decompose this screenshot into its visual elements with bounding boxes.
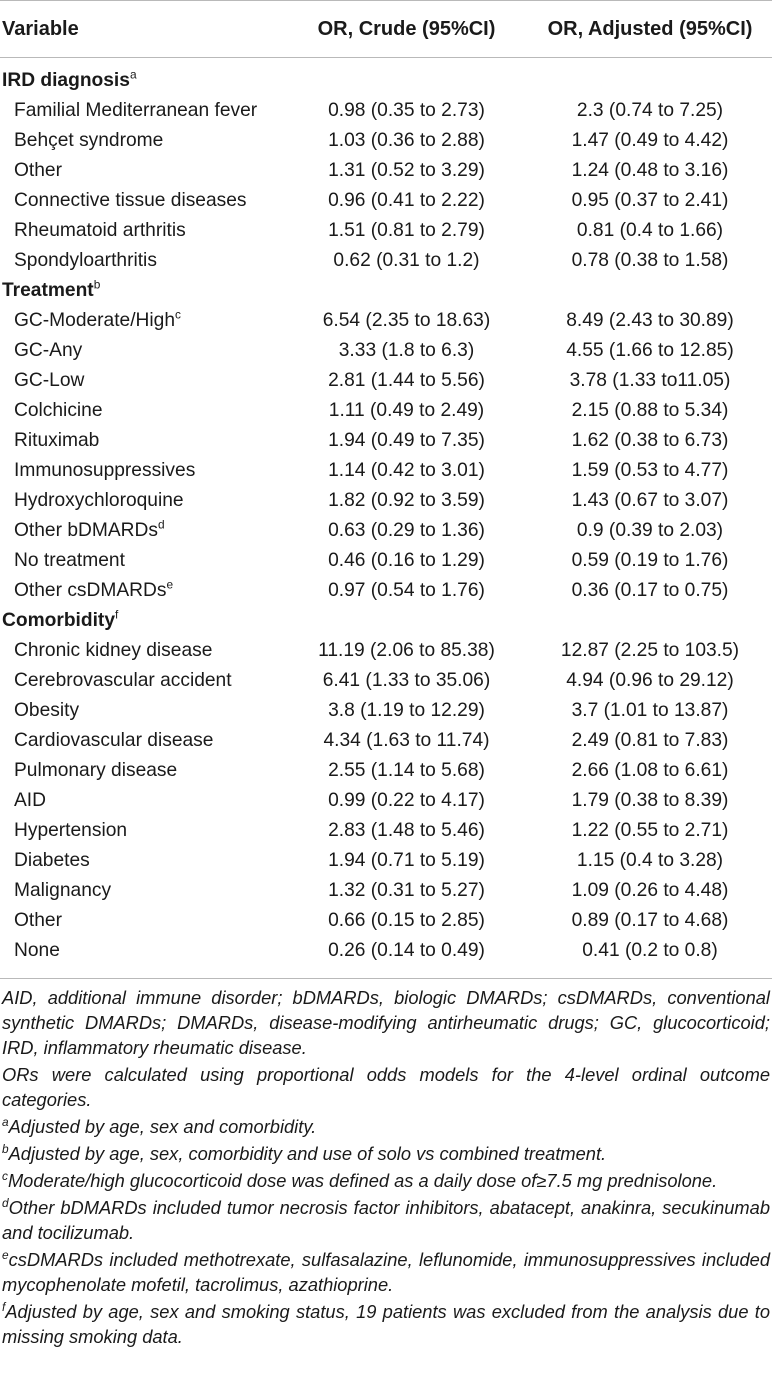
table-row: [0, 426, 772, 456]
variable-label: Other: [14, 910, 62, 931]
or-adjusted-cell: 1.62 (0.38 to 6.73): [571, 430, 729, 451]
group-footnote-mark: a: [129, 67, 137, 82]
or-adjusted-cell: 0.36 (0.17 to 0.75): [571, 580, 729, 601]
footnote-list: [2, 1114, 770, 1349]
table-row: [0, 756, 772, 786]
table-row: [0, 696, 772, 726]
footnote-text: Adjusted by age, sex and comorbidity.: [8, 1116, 317, 1137]
or-adjusted-cell: 0.9 (0.39 to 2.03): [576, 520, 724, 541]
table-header: [0, 1, 772, 58]
footnote: [2, 1299, 770, 1349]
or-adjusted-cell: 0.41 (0.2 to 0.8): [582, 940, 718, 961]
header-or-crude: OR, Crude (95%CI): [285, 1, 528, 58]
footnote-mark: b: [2, 1141, 9, 1156]
variable-label: Rheumatoid arthritis: [14, 220, 186, 241]
table-row: [0, 306, 772, 336]
or-adjusted-cell: 4.55 (1.66 to 12.85): [566, 340, 734, 361]
or-adjusted-cell: 4.94 (0.96 to 29.12): [566, 670, 734, 691]
variable-label: Immunosuppressives: [14, 460, 196, 481]
or-crude-cell: 0.99 (0.22 to 4.17): [328, 790, 485, 811]
variable-label: No treatment: [14, 550, 125, 571]
variable-label: Other bDMARDs: [14, 520, 158, 541]
or-adjusted-cell: 2.66 (1.08 to 6.61): [571, 760, 729, 781]
variable-cell: [0, 546, 285, 576]
or-crude-cell: 1.94 (0.71 to 5.19): [328, 850, 485, 871]
footnote: [2, 1114, 770, 1139]
or-crude-cell: 0.63 (0.29 to 1.36): [328, 520, 485, 541]
variable-cell: [0, 366, 285, 396]
table-row: [0, 366, 772, 396]
variable-label: Behçet syndrome: [14, 130, 164, 151]
footnote: [2, 1168, 770, 1193]
variable-label: Cardiovascular disease: [14, 730, 214, 751]
table-row: [0, 846, 772, 876]
or-adjusted-cell: 2.49 (0.81 to 7.83): [571, 730, 729, 751]
or-crude-cell: 2.81 (1.44 to 5.56): [328, 370, 485, 391]
or-crude-cell: 1.14 (0.42 to 3.01): [328, 460, 485, 481]
or-crude-cell: 4.34 (1.63 to 11.74): [323, 730, 490, 751]
group-label-cell: [0, 606, 772, 636]
footnote-mark: a: [2, 1114, 9, 1129]
or-crude-cell: 1.51 (0.81 to 2.79): [328, 220, 485, 241]
variable-label: Pulmonary disease: [14, 760, 178, 781]
or-crude-cell: 0.46 (0.16 to 1.29): [328, 550, 485, 571]
table-body: [0, 58, 772, 967]
table-row: [0, 246, 772, 276]
variable-cell: [0, 156, 285, 186]
or-adjusted-cell: 1.47 (0.49 to 4.42): [571, 130, 729, 151]
variable-label: Hypertension: [14, 820, 128, 841]
variable-label: Connective tissue diseases: [14, 190, 247, 211]
table-row: [0, 396, 772, 426]
variable-cell: [0, 756, 285, 786]
variable-cell: [0, 816, 285, 846]
or-adjusted-cell: 1.43 (0.67 to 3.07): [571, 490, 729, 511]
table-row: [0, 516, 772, 546]
variable-cell: [0, 486, 285, 516]
or-adjusted-cell: 1.15 (0.4 to 3.28): [576, 850, 724, 871]
or-crude-cell: 6.41 (1.33 to 35.06): [322, 670, 491, 691]
variable-cell: [0, 426, 285, 456]
group-label: Treatment: [2, 280, 94, 301]
variable-label: Spondyloarthritis: [14, 250, 157, 271]
variable-cell: [0, 936, 285, 966]
table-row: [0, 726, 772, 756]
footnote-text: Other bDMARDs included tumor necrosis factor inhibitors, abatacept, anakinra, secukinumab and tocilizumab.: [2, 1197, 770, 1243]
variable-label: None: [14, 940, 60, 961]
variable-label: Diabetes: [14, 850, 90, 871]
table-row: [0, 126, 772, 156]
or-crude-cell: 1.03 (0.36 to 2.88): [328, 130, 485, 151]
table-row: [0, 336, 772, 366]
or-adjusted-cell: 0.95 (0.37 to 2.41): [571, 190, 729, 211]
variable-label: GC-Moderate/High: [14, 310, 176, 331]
table-row: [0, 906, 772, 936]
variable-cell: [0, 906, 285, 936]
table-row: [0, 816, 772, 846]
or-adjusted-cell: 1.59 (0.53 to 4.77): [571, 460, 729, 481]
variable-label: Rituximab: [14, 430, 100, 451]
variable-cell: [0, 246, 285, 276]
table-row: [0, 546, 772, 576]
variable-label: Other csDMARDs: [14, 580, 167, 601]
or-crude-cell: 1.82 (0.92 to 3.59): [328, 490, 485, 511]
or-crude-cell: 0.62 (0.31 to 1.2): [333, 250, 480, 271]
abbreviations-note: AID, additional immune disorder; bDMARDs, biologic DMARDs; csDMARDs, conventional synthetic DMARDs; DMARDs, disease-modifying antirheumatic drugs; GC, glucocorticoid; IRD, inflammatory rheumatic disease.: [2, 987, 770, 1058]
variable-label: Other: [14, 160, 62, 181]
footnote-mark: c: [2, 1168, 8, 1183]
or-crude-cell: 1.94 (0.49 to 7.35): [328, 430, 485, 451]
variable-cell: [0, 396, 285, 426]
variable-footnote-mark: c: [175, 307, 181, 322]
footnote: [2, 1247, 770, 1297]
method-note: ORs were calculated using proportional odds models for the 4-level ordinal outcome categories.: [2, 1064, 770, 1110]
footnote: [2, 1195, 770, 1245]
table-row: [0, 456, 772, 486]
or-crude-cell: 2.83 (1.48 to 5.46): [328, 820, 485, 841]
footnote-text: Adjusted by age, sex, comorbidity and use of solo vs combined treatment.: [8, 1143, 607, 1164]
or-adjusted-cell: 1.09 (0.26 to 4.48): [571, 880, 729, 901]
variable-label: Malignancy: [14, 880, 112, 901]
variable-cell: [0, 726, 285, 756]
variable-label: Hydroxychloroquine: [14, 490, 184, 511]
footnote: [2, 1141, 770, 1166]
variable-cell: [0, 456, 285, 486]
or-adjusted-cell: 3.7 (1.01 to 13.87): [571, 700, 729, 721]
or-adjusted-cell: 12.87 (2.25 to 103.5): [560, 640, 740, 661]
or-crude-cell: 3.8 (1.19 to 12.29): [328, 700, 485, 721]
variable-label: GC-Any: [14, 340, 83, 361]
variable-footnote-mark: d: [157, 517, 165, 532]
or-crude-cell: 0.97 (0.54 to 1.76): [328, 580, 485, 601]
or-crude-cell: 1.11 (0.49 to 2.49): [328, 400, 485, 421]
variable-label: GC-Low: [14, 370, 85, 391]
group-label-cell: [0, 58, 772, 97]
group-footnote-mark: f: [115, 607, 119, 622]
footnote-text: Moderate/high glucocorticoid dose was defined as a daily dose of≥7.5 mg prednisolone.: [7, 1170, 718, 1191]
group-row: [0, 606, 772, 636]
or-adjusted-cell: 2.3 (0.74 to 7.25): [576, 100, 724, 121]
variable-cell: [0, 126, 285, 156]
table-row: [0, 156, 772, 186]
variable-label: Chronic kidney disease: [14, 640, 213, 661]
or-crude-cell: 6.54 (2.35 to 18.63): [322, 310, 491, 331]
footnote-text: csDMARDs included methotrexate, sulfasalazine, leflunomide, immunosuppressives included mycophenolate mofetil, tacrolimus, azathioprine.: [2, 1249, 770, 1295]
variable-label: Cerebrovascular accident: [14, 670, 232, 691]
variable-cell: [0, 846, 285, 876]
or-adjusted-cell: 2.15 (0.88 to 5.34): [571, 400, 729, 421]
or-adjusted-cell: 0.59 (0.19 to 1.76): [571, 550, 729, 571]
table-row: [0, 876, 772, 906]
or-crude-cell: 11.19 (2.06 to 85.38): [318, 640, 495, 661]
footnote-mark: e: [2, 1247, 9, 1262]
header-or-adjusted: OR, Adjusted (95%CI): [528, 1, 772, 58]
table-row: [0, 786, 772, 816]
group-label: Comorbidity: [2, 610, 115, 631]
or-crude-cell: 0.26 (0.14 to 0.49): [328, 940, 485, 961]
or-crude-cell: 0.98 (0.35 to 2.73): [328, 100, 485, 121]
table-row: [0, 636, 772, 666]
or-crude-cell: 1.32 (0.31 to 5.27): [328, 880, 485, 901]
variable-cell: [0, 876, 285, 906]
footnote-mark: d: [2, 1195, 9, 1210]
table-row: [0, 576, 772, 606]
variable-cell: [0, 666, 285, 696]
variable-cell: [0, 96, 285, 126]
table-row: [0, 96, 772, 126]
or-adjusted-cell: 1.79 (0.38 to 8.39): [571, 790, 729, 811]
footnote-text: Adjusted by age, sex and smoking status, 19 patients was excluded from the analysis due to missing smoking data.: [2, 1301, 770, 1347]
group-footnote-mark: b: [93, 277, 101, 292]
variable-cell: [0, 636, 285, 666]
table-row: [0, 666, 772, 696]
table-row: [0, 186, 772, 216]
table-row: [0, 486, 772, 516]
table-footnotes: [0, 979, 772, 1349]
group-label-cell: [0, 276, 772, 306]
group-label: IRD diagnosis: [2, 70, 130, 91]
variable-cell: [0, 186, 285, 216]
variable-cell: [0, 516, 285, 546]
variable-footnote-mark: e: [166, 577, 174, 592]
variable-cell: [0, 306, 285, 336]
variable-label: Colchicine: [14, 400, 103, 421]
table-row: [0, 936, 772, 966]
variable-cell: [0, 576, 285, 606]
or-adjusted-cell: 0.81 (0.4 to 1.66): [576, 220, 724, 241]
or-adjusted-cell: 1.24 (0.48 to 3.16): [571, 160, 729, 181]
or-adjusted-cell: 0.78 (0.38 to 1.58): [571, 250, 729, 271]
variable-cell: [0, 216, 285, 246]
variable-cell: [0, 696, 285, 726]
or-crude-cell: 2.55 (1.14 to 5.68): [328, 760, 485, 781]
variable-label: AID: [14, 790, 46, 811]
group-row: [0, 276, 772, 306]
or-crude-cell: 0.66 (0.15 to 2.85): [328, 910, 485, 931]
variable-label: Familial Mediterranean fever: [14, 100, 258, 121]
or-crude-cell: 0.96 (0.41 to 2.22): [328, 190, 485, 211]
or-adjusted-cell: 0.89 (0.17 to 4.68): [571, 910, 729, 931]
table-row: [0, 216, 772, 246]
or-crude-cell: 1.31 (0.52 to 3.29): [328, 160, 485, 181]
variable-cell: [0, 786, 285, 816]
or-adjusted-cell: 1.22 (0.55 to 2.71): [571, 820, 729, 841]
variable-cell: [0, 336, 285, 366]
or-adjusted-cell: 8.49 (2.43 to 30.89): [566, 310, 734, 331]
or-adjusted-cell: 3.78 (1.33 to11.05): [569, 370, 731, 391]
group-row: [0, 58, 772, 97]
or-crude-cell: 3.33 (1.8 to 6.3): [338, 340, 475, 361]
variable-label: Obesity: [14, 700, 80, 721]
footnote-mark: f: [2, 1299, 6, 1314]
header-variable: Variable: [0, 1, 285, 58]
